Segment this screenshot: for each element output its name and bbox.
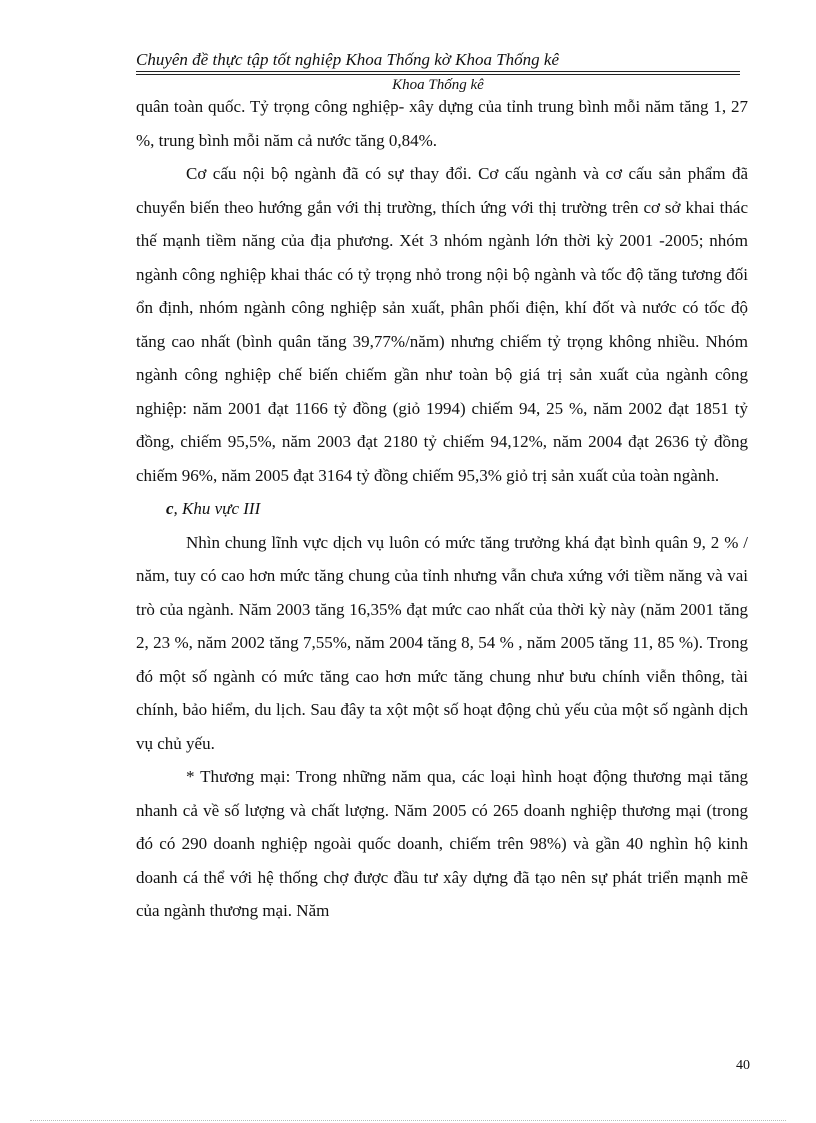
section-heading (136, 492, 748, 526)
paragraph-structure: Cơ cấu nội bộ ngành đã có sự thay đổi. Cơ cấu ngành và cơ cấu sản phẩm đã chuyển biến theo hướng gắn với thị trường, thích ứng với thị trường trên cơ sở khai thác thế mạnh tiềm năng của địa phương. Xét 3 nhóm ngành lớn thời kỳ 2001 -2005; nhóm ngành công nghiệp khai thác có tỷ trọng nhỏ trong nội bộ ngành và tốc độ tăng tương đối ổn định, nhóm ngành công nghiệp sản xuất, phân phối điện, khí đốt và nước có tốc độ tăng cao nhất (bình quân tăng 39,77%/năm) nhưng chiếm tỷ trọng không nhiều. Nhóm ngành công nghiệp chế biến chiếm gần như toàn bộ giá trị sản xuất của ngành công nghiệp: năm 2001 đạt 1166 tỷ đồng (giỏ 1994) chiếm 94, 25 %, năm 2002 đạt 1851 tỷ đồng, chiếm 95,5%, năm 2003 đạt 2180 tỷ chiếm 94,12%, năm 2004 đạt 2636 tỷ đồng chiếm 96%, năm 2005 đạt 3164 tỷ đồng chiếm 95,3% giỏ trị sản xuất của toàn ngành. (136, 164, 748, 485)
page-header (136, 50, 740, 94)
header-title: Chuyên đề thực tập tốt nghiệp Khoa Thống kờ Khoa Thống kê (136, 50, 559, 69)
paragraph-services: Nhìn chung lĩnh vực dịch vụ luôn có mức tăng trưởng khá đạt bình quân 9, 2 % / năm, tuy có cao hơn mức tăng chung của tỉnh nhưng vẫn chưa xứng với tiềm năng và vai trò của ngành. Năm 2003 tăng 16,35% đạt mức cao nhất của thời kỳ này (năm 2001 tăng 2, 23 %, năm 2002 tăng 7,55%, năm 2004 tăng 8, 54 % , năm 2005 tăng 11, 85 %). Trong đó một số ngành có mức tăng cao hơn mức tăng chung như bưu chính viễn thông, tài chính, bảo hiểm, du lịch. Sau đây ta xột một số hoạt động chủ yếu của một số ngành dịch vụ chủ yếu. (136, 532, 748, 753)
section-heading-text: , Khu vực III (173, 499, 261, 518)
document-body (136, 90, 748, 928)
paragraph-continuation: quân toàn quốc. Tỷ trọng công nghiệp- xây dựng của tỉnh trung bình mỗi năm tăng 1, 27 %, trung bình mỗi năm cả nước tăng 0,84%. (136, 97, 748, 150)
paragraph-trade: * Thương mại: Trong những năm qua, các loại hình hoạt động thương mại tăng nhanh cả về số lượng và chất lượng. Năm 2005 có 265 doanh nghiệp thương mại (trong đó có 290 doanh nghiệp ngoài quốc doanh, chiếm trên 98%) và gần 40 nghìn hộ kinh doanh cá thể với hệ thống chợ được đầu tư xây dựng đã tạo nên sự phát triển mạnh mẽ của ngành thương mại. Năm (136, 767, 748, 920)
page-number: 40 (736, 1058, 750, 1073)
header-rule (136, 71, 740, 75)
section-heading-letter: c (166, 499, 174, 518)
footer-divider (30, 1120, 786, 1121)
header-subtitle: Khoa Thống kê (392, 77, 484, 93)
